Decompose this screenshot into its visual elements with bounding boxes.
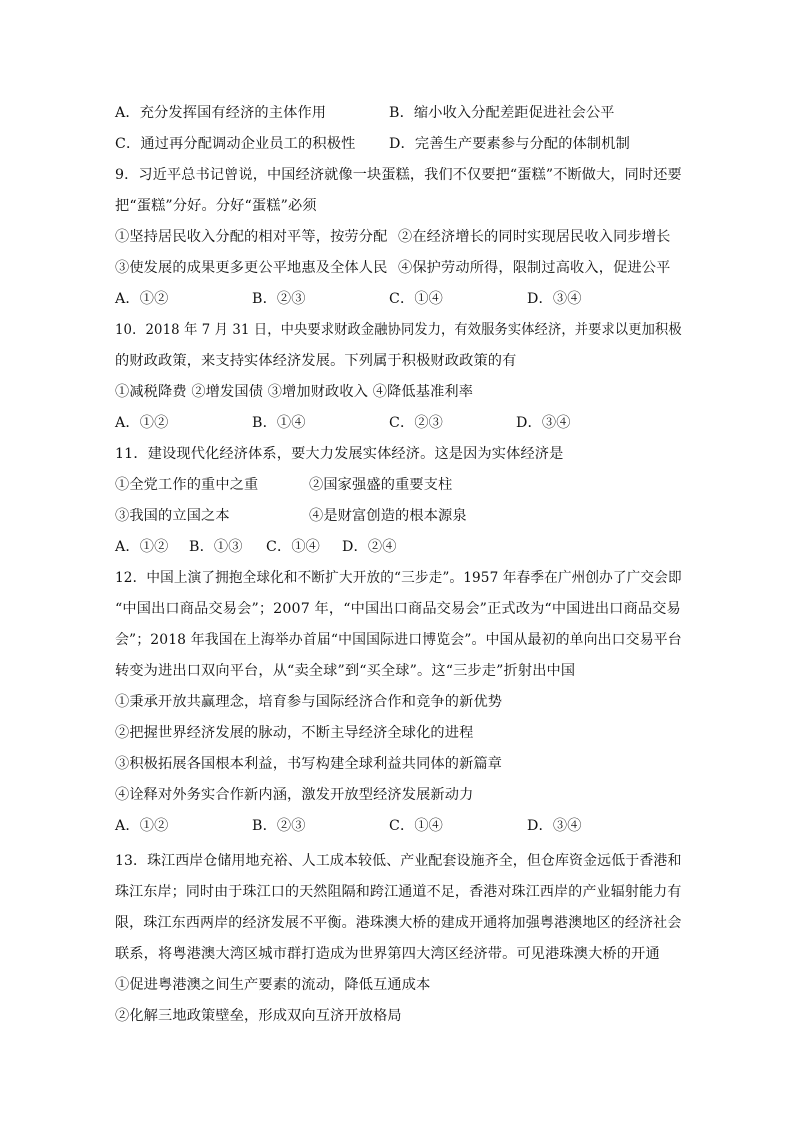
q12-item-4: ④诠释对外务实合作新内涵，激发开放型经济发展新动力 <box>115 787 474 803</box>
q13-stem-line: 珠江东岸；同时由于珠江口的天然阻隔和跨江通道不足，香港对珠江西岸的产业辐射能力有 <box>115 884 682 900</box>
q9-item-1: ①坚持居民收入分配的相对平等，按劳分配 <box>115 229 388 245</box>
q13-stem-line: 联系，将粤港澳大湾区城市群打造成为世界第四大湾区经济带。可见港珠澳大桥的开通 <box>115 946 660 962</box>
q9-stem-line: 9．习近平总书记曾说，中国经济就像一块蛋糕，我们不仅要把“蛋糕”不断做大，同时还要 <box>115 167 682 183</box>
q10-option-c: C．②③ <box>389 415 444 431</box>
q13-stem-line: 限，珠江东西两岸的经济发展不平衡。港珠澳大桥的建成开通将加强粤港澳地区的经济社会 <box>115 915 682 931</box>
q11-item-3: ③我国的立国之本 <box>115 508 230 524</box>
q8-option-d: D．完善生产要素参与分配的体制机制 <box>389 136 630 152</box>
q12-option-d: D．③④ <box>527 818 582 834</box>
q11-option-b: B．①③ <box>189 539 243 555</box>
q10-stem-line: 的财政政策，来支持实体经济发展。下列属于积极财政政策的有 <box>115 353 517 369</box>
q12-option-b: B．②③ <box>252 818 306 834</box>
q12-stem-line: 会”；2018 年我国在上海举办首届“中国国际进口博览会”。中国从最初的单向出口交易平台 <box>115 632 682 648</box>
q9-item-3: ③使发展的成果更多更公平地惠及全体人民 <box>115 260 388 276</box>
q12-option-c: C．①④ <box>389 818 444 834</box>
q12-item-2: ②把握世界经济发展的脉动，不断主导经济全球化的进程 <box>115 725 474 741</box>
q9-item-4: ④保护劳动所得，限制过高收入，促进公平 <box>398 260 671 276</box>
q10-option-d: D．③④ <box>516 415 571 431</box>
q11-item-4: ④是财富创造的根本源泉 <box>309 508 467 524</box>
q12-item-1: ①秉承开放共赢理念，培育参与国际经济合作和竞争的新优势 <box>115 694 503 710</box>
q12-stem-line: “中国出口商品交易会”；2007 年，“中国出口商品交易会”正式改为“中国进出口商品交易 <box>115 601 681 617</box>
q12-stem-line: 12．中国上演了拥抱全球化和不断扩大开放的“三步走”。1957 年春季在广州创办了广交会即 <box>115 570 682 586</box>
q10-option-a: A．①② <box>115 415 169 431</box>
q9-option-c: C．①④ <box>389 291 444 307</box>
q8-option-c: C．通过再分配调动企业员工的积极性 <box>115 136 356 152</box>
q11-item-1: ①全党工作的重中之重 <box>115 477 259 493</box>
q9-option-a: A．①② <box>115 291 169 307</box>
q12-item-3: ③积极拓展各国根本利益，书写构建全球利益共同体的新篇章 <box>115 756 503 772</box>
q10-items: ①减税降费 ②增发国债 ③增加财政收入 ④降低基准利率 <box>115 384 474 400</box>
q11-option-a: A．①② <box>115 539 169 555</box>
q13-item-2: ②化解三地政策壁垒，形成双向互济开放格局 <box>115 1008 402 1024</box>
q11-option-d: D．②④ <box>342 539 397 555</box>
q11-stem: 11．建设现代化经济体系，要大力发展实体经济。这是因为实体经济是 <box>115 446 564 462</box>
q13-item-1: ①促进粤港澳之间生产要素的流动，降低互通成本 <box>115 977 431 993</box>
q10-stem-line: 10．2018 年 7 月 31 日，中央要求财政金融协同发力，有效服务实体经济，并要求以更加积极 <box>115 322 682 338</box>
q13-stem-line: 13．珠江西岸仓储用地充裕、人工成本较低、产业配套设施齐全，但仓库资金远低于香港和 <box>115 853 682 869</box>
q9-option-b: B．②③ <box>252 291 306 307</box>
q9-item-2: ②在经济增长的同时实现居民收入同步增长 <box>398 229 671 245</box>
q9-stem-line: 把“蛋糕”分好。分好“蛋糕”必须 <box>115 198 317 214</box>
q8-option-b: B．缩小收入分配差距促进社会公平 <box>389 105 615 121</box>
q11-item-2: ②国家强盛的重要支柱 <box>309 477 453 493</box>
q11-option-c: C．①④ <box>266 539 321 555</box>
q12-option-a: A．①② <box>115 818 169 834</box>
q8-option-a: A．充分发挥国有经济的主体作用 <box>115 105 327 121</box>
q10-option-b: B．①④ <box>252 415 306 431</box>
q9-option-d: D．③④ <box>527 291 582 307</box>
q12-stem-line: 转变为进出口双向平台，从“卖全球”到“买全球”。这“三步走”折射出中国 <box>115 663 576 679</box>
